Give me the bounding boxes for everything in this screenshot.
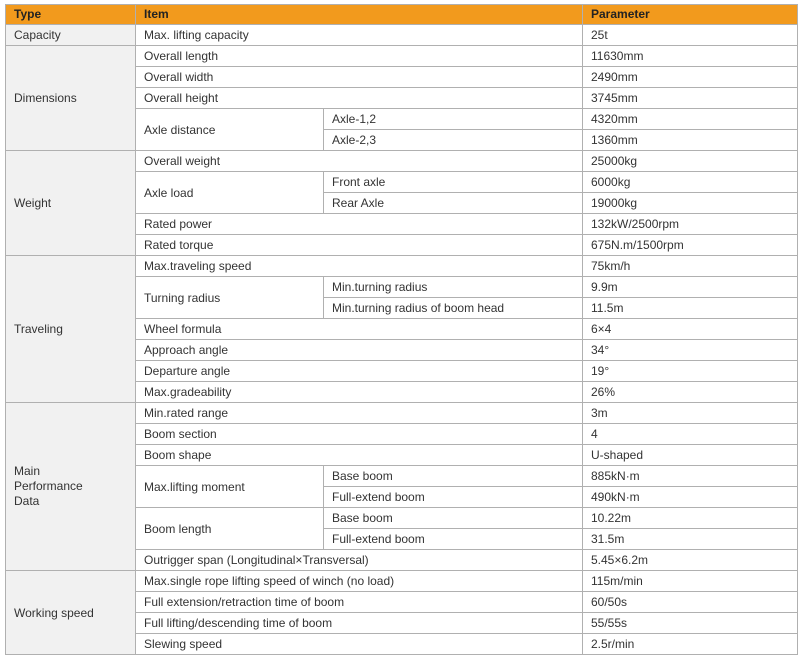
item-cell: Full extension/retraction time of boom: [136, 592, 583, 613]
parameter-cell: 3745mm: [583, 88, 798, 109]
parameter-cell: 19°: [583, 361, 798, 382]
parameter-cell: 4320mm: [583, 109, 798, 130]
item-cell: Overall width: [136, 67, 583, 88]
item-cell: Boom shape: [136, 445, 583, 466]
parameter-cell: 132kW/2500rpm: [583, 214, 798, 235]
table-header: [6, 5, 798, 25]
parameter-cell: 26%: [583, 382, 798, 403]
parameter-cell: 19000kg: [583, 193, 798, 214]
item-cell: Max.single rope lifting speed of winch (no load): [136, 571, 583, 592]
header-row: [6, 5, 798, 25]
parameter-cell: 6000kg: [583, 172, 798, 193]
item-cell: Slewing speed: [136, 634, 583, 655]
type-cell: Dimensions: [6, 46, 136, 151]
parameter-cell: 1360mm: [583, 130, 798, 151]
table-body: [6, 25, 798, 655]
item-cell: Boom length: [136, 508, 324, 550]
item-cell: Turning radius: [136, 277, 324, 319]
item-cell: Max.traveling speed: [136, 256, 583, 277]
subitem-cell: Min.turning radius of boom head: [324, 298, 583, 319]
table-row: [6, 151, 798, 172]
parameter-cell: 2.5r/min: [583, 634, 798, 655]
spec-table: [5, 4, 798, 655]
header-parameter: Parameter: [583, 5, 798, 25]
item-cell: Overall height: [136, 88, 583, 109]
parameter-cell: 9.9m: [583, 277, 798, 298]
item-cell: Max. lifting capacity: [136, 25, 583, 46]
subitem-cell: Base boom: [324, 466, 583, 487]
subitem-cell: Base boom: [324, 508, 583, 529]
type-cell: Capacity: [6, 25, 136, 46]
type-cell: Main Performance Data: [6, 403, 136, 571]
item-cell: Overall weight: [136, 151, 583, 172]
parameter-cell: 115m/min: [583, 571, 798, 592]
item-cell: Outrigger span (Longitudinal×Transversal): [136, 550, 583, 571]
item-cell: Approach angle: [136, 340, 583, 361]
table-row: [6, 46, 798, 67]
parameter-cell: 490kN·m: [583, 487, 798, 508]
subitem-cell: Front axle: [324, 172, 583, 193]
parameter-cell: 885kN·m: [583, 466, 798, 487]
item-cell: Max.lifting moment: [136, 466, 324, 508]
parameter-cell: 31.5m: [583, 529, 798, 550]
parameter-cell: 4: [583, 424, 798, 445]
item-cell: Rated torque: [136, 235, 583, 256]
parameter-cell: 25t: [583, 25, 798, 46]
type-cell: Traveling: [6, 256, 136, 403]
item-cell: Axle load: [136, 172, 324, 214]
header-item: Item: [136, 5, 583, 25]
parameter-cell: 6×4: [583, 319, 798, 340]
parameter-cell: 55/55s: [583, 613, 798, 634]
table-row: [6, 403, 798, 424]
item-cell: Overall length: [136, 46, 583, 67]
subitem-cell: Axle-2,3: [324, 130, 583, 151]
parameter-cell: 2490mm: [583, 67, 798, 88]
item-cell: Boom section: [136, 424, 583, 445]
parameter-cell: 34°: [583, 340, 798, 361]
parameter-cell: 60/50s: [583, 592, 798, 613]
parameter-cell: 11630mm: [583, 46, 798, 67]
header-type: Type: [6, 5, 136, 25]
table-row: [6, 256, 798, 277]
item-cell: Departure angle: [136, 361, 583, 382]
parameter-cell: 10.22m: [583, 508, 798, 529]
type-cell: Working speed: [6, 571, 136, 655]
table-row: [6, 25, 798, 46]
table-row: [6, 571, 798, 592]
item-cell: Rated power: [136, 214, 583, 235]
item-cell: Full lifting/descending time of boom: [136, 613, 583, 634]
parameter-cell: 11.5m: [583, 298, 798, 319]
subitem-cell: Axle-1,2: [324, 109, 583, 130]
item-cell: Max.gradeability: [136, 382, 583, 403]
parameter-cell: U-shaped: [583, 445, 798, 466]
subitem-cell: Rear Axle: [324, 193, 583, 214]
item-cell: Axle distance: [136, 109, 324, 151]
item-cell: Min.rated range: [136, 403, 583, 424]
type-cell: Weight: [6, 151, 136, 256]
parameter-cell: 75km/h: [583, 256, 798, 277]
subitem-cell: Min.turning radius: [324, 277, 583, 298]
subitem-cell: Full-extend boom: [324, 529, 583, 550]
item-cell: Wheel formula: [136, 319, 583, 340]
parameter-cell: 3m: [583, 403, 798, 424]
parameter-cell: 675N.m/1500rpm: [583, 235, 798, 256]
parameter-cell: 5.45×6.2m: [583, 550, 798, 571]
subitem-cell: Full-extend boom: [324, 487, 583, 508]
parameter-cell: 25000kg: [583, 151, 798, 172]
